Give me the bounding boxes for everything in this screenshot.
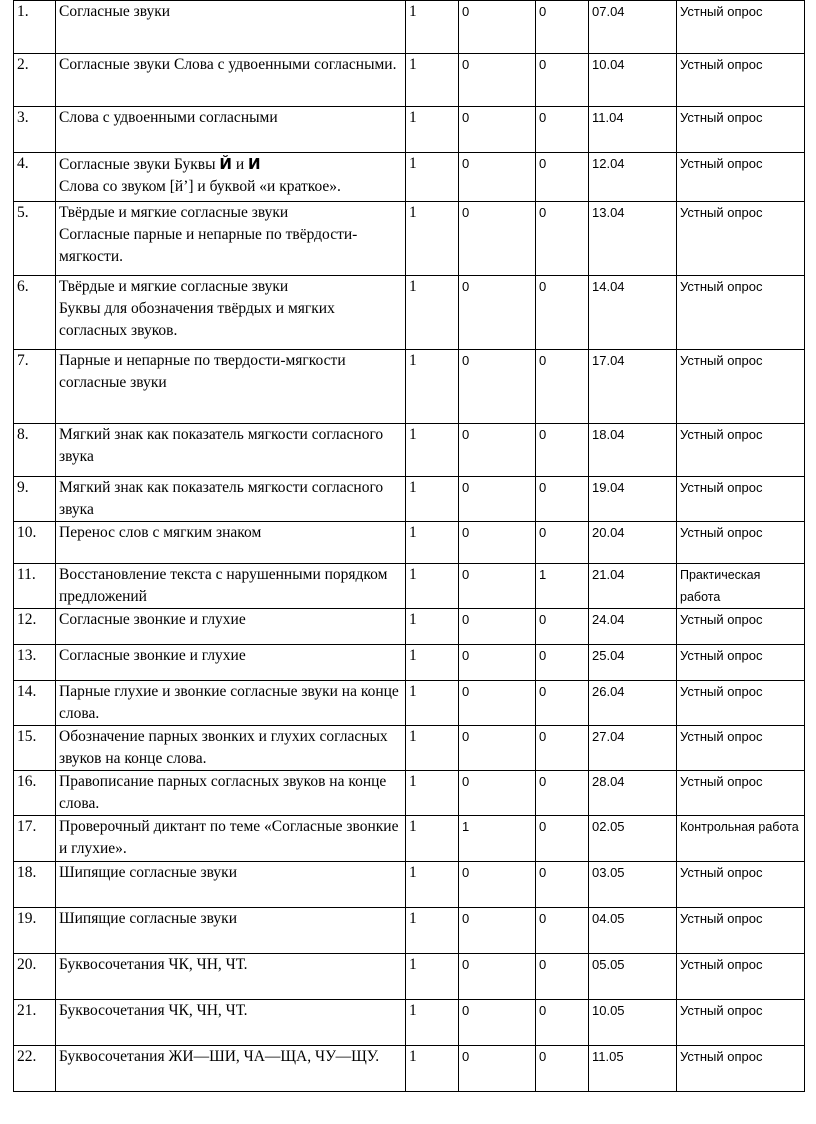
control-form: Устный опрос — [677, 54, 805, 107]
lesson-date: 11.04 — [589, 107, 677, 153]
topic-fragment: Согласные звуки Буквы — [59, 156, 220, 173]
lesson-date: 05.05 — [589, 954, 677, 1000]
hours-practice: 0 — [536, 424, 589, 477]
control-form: Устный опрос — [677, 954, 805, 1000]
lesson-number: 21. — [14, 1000, 56, 1046]
lesson-date: 17.04 — [589, 350, 677, 424]
lesson-number: 12. — [14, 609, 56, 645]
table-row — [14, 54, 805, 107]
lesson-number: 2. — [14, 54, 56, 107]
control-form: Устный опрос — [677, 202, 805, 276]
lesson-date: 20.04 — [589, 522, 677, 564]
table-row — [14, 1046, 805, 1092]
topic-line: Согласные звонкие и глухие — [59, 647, 246, 664]
table-row — [14, 350, 805, 424]
topic-fragment: Й — [219, 155, 232, 173]
table-row — [14, 564, 805, 609]
topic-line: Твёрдые и мягкие согласные звуки — [59, 204, 289, 221]
hours-total: 1 — [406, 107, 459, 153]
hours-total: 1 — [406, 477, 459, 522]
hours-total: 1 — [406, 1046, 459, 1092]
lesson-topic — [56, 771, 406, 816]
hours-total: 1 — [406, 609, 459, 645]
control-form: Устный опрос — [677, 350, 805, 424]
hours-total: 1 — [406, 1000, 459, 1046]
table-row — [14, 153, 805, 202]
lesson-number: 18. — [14, 862, 56, 908]
hours-control: 0 — [459, 1046, 536, 1092]
control-form: Контрольная работа — [677, 816, 805, 862]
topic-line: Парные и непарные по твердости-мягкости согласные звуки — [59, 352, 346, 391]
control-form: Устный опрос — [677, 276, 805, 350]
hours-total: 1 — [406, 726, 459, 771]
hours-practice: 0 — [536, 477, 589, 522]
topic-line: Слова с удвоенными согласными — [59, 109, 278, 126]
hours-control: 0 — [459, 726, 536, 771]
lesson-topic — [56, 107, 406, 153]
lesson-number: 6. — [14, 276, 56, 350]
hours-practice: 0 — [536, 202, 589, 276]
control-form: Устный опрос — [677, 645, 805, 681]
hours-control: 0 — [459, 54, 536, 107]
hours-practice: 0 — [536, 153, 589, 202]
hours-control: 0 — [459, 107, 536, 153]
table-row — [14, 681, 805, 726]
lesson-topic — [56, 202, 406, 276]
hours-practice: 0 — [536, 862, 589, 908]
control-form: Устный опрос — [677, 1000, 805, 1046]
lesson-topic — [56, 609, 406, 645]
hours-control: 0 — [459, 477, 536, 522]
hours-control: 0 — [459, 153, 536, 202]
control-form: Устный опрос — [677, 908, 805, 954]
hours-total: 1 — [406, 645, 459, 681]
hours-practice: 0 — [536, 1, 589, 54]
table-row — [14, 726, 805, 771]
hours-control: 0 — [459, 1000, 536, 1046]
table-row — [14, 862, 805, 908]
hours-control: 0 — [459, 771, 536, 816]
hours-total: 1 — [406, 681, 459, 726]
topic-line: Шипящие согласные звуки — [59, 910, 237, 927]
lesson-number: 19. — [14, 908, 56, 954]
topic-line: Мягкий знак как показатель мягкости согласного звука — [59, 426, 384, 465]
control-form: Устный опрос — [677, 1, 805, 54]
hours-practice: 0 — [536, 726, 589, 771]
lesson-date: 10.04 — [589, 54, 677, 107]
lesson-number: 15. — [14, 726, 56, 771]
topic-line: Проверочный диктант по теме «Согласные звонкие и глухие». — [59, 818, 399, 857]
hours-control: 0 — [459, 1, 536, 54]
hours-practice: 0 — [536, 522, 589, 564]
lesson-date: 14.04 — [589, 276, 677, 350]
table-row — [14, 1000, 805, 1046]
lesson-date: 24.04 — [589, 609, 677, 645]
lesson-date: 10.05 — [589, 1000, 677, 1046]
lesson-number: 14. — [14, 681, 56, 726]
topic-line: Твёрдые и мягкие согласные звуки — [59, 278, 289, 295]
lesson-topic — [56, 54, 406, 107]
lesson-number: 3. — [14, 107, 56, 153]
hours-practice: 0 — [536, 681, 589, 726]
lesson-date: 12.04 — [589, 153, 677, 202]
lesson-number: 9. — [14, 477, 56, 522]
topic-line: Согласные звуки — [59, 3, 171, 20]
topic-line: Парные глухие и звонкие согласные звуки на конце слова. — [59, 683, 399, 722]
hours-total: 1 — [406, 424, 459, 477]
table-row — [14, 424, 805, 477]
hours-practice: 0 — [536, 954, 589, 1000]
table-row — [14, 276, 805, 350]
topic-line: Восстановление текста с нарушенными порядком предложений — [59, 566, 388, 605]
lesson-topic — [56, 276, 406, 350]
lesson-date: 18.04 — [589, 424, 677, 477]
lesson-date: 13.04 — [589, 202, 677, 276]
topic-line: Согласные звонкие и глухие — [59, 611, 246, 628]
topic-fragment: И — [248, 155, 261, 173]
lesson-date: 21.04 — [589, 564, 677, 609]
hours-control: 0 — [459, 862, 536, 908]
topic-line: Буквосочетания ЖИ—ШИ, ЧА—ЩА, ЧУ—ЩУ. — [59, 1048, 380, 1065]
topic-line: Согласные парные и непарные по твёрдости-мягкости. — [59, 226, 358, 265]
lesson-number: 13. — [14, 645, 56, 681]
hours-control: 0 — [459, 522, 536, 564]
table-row — [14, 1, 805, 54]
control-form: Практическая работа — [677, 564, 805, 609]
hours-total: 1 — [406, 350, 459, 424]
topic-fragment: и — [231, 156, 248, 173]
control-form: Устный опрос — [677, 153, 805, 202]
control-form: Устный опрос — [677, 107, 805, 153]
hours-control: 0 — [459, 350, 536, 424]
lesson-date: 03.05 — [589, 862, 677, 908]
topic-line: Правописание парных согласных звуков на конце слова. — [59, 773, 387, 812]
hours-practice: 0 — [536, 350, 589, 424]
table-row — [14, 522, 805, 564]
lesson-topic — [56, 862, 406, 908]
hours-total: 1 — [406, 816, 459, 862]
hours-total: 1 — [406, 202, 459, 276]
lesson-topic — [56, 477, 406, 522]
lesson-number: 10. — [14, 522, 56, 564]
lesson-topic — [56, 1046, 406, 1092]
control-form: Устный опрос — [677, 726, 805, 771]
lesson-topic — [56, 726, 406, 771]
hours-control: 0 — [459, 681, 536, 726]
lesson-number: 20. — [14, 954, 56, 1000]
topic-line: Шипящие согласные звуки — [59, 864, 237, 881]
lesson-number: 22. — [14, 1046, 56, 1092]
lesson-topic — [56, 816, 406, 862]
topic-line: Мягкий знак как показатель мягкости согласного звука — [59, 479, 384, 518]
lesson-date: 26.04 — [589, 681, 677, 726]
hours-total: 1 — [406, 862, 459, 908]
hours-practice: 0 — [536, 1000, 589, 1046]
lesson-topic — [56, 1, 406, 54]
table-row — [14, 645, 805, 681]
table-row — [14, 477, 805, 522]
hours-total: 1 — [406, 276, 459, 350]
topic-line: Буквосочетания ЧК, ЧН, ЧТ. — [59, 1002, 248, 1019]
topic-line: Перенос слов с мягким знаком — [59, 524, 262, 541]
lesson-number: 17. — [14, 816, 56, 862]
hours-practice: 0 — [536, 645, 589, 681]
lesson-date: 04.05 — [589, 908, 677, 954]
lesson-topic — [56, 645, 406, 681]
topic-line: Слова со звуком [й’] и буквой «и краткое». — [59, 178, 341, 195]
topic-line: Обозначение парных звонких и глухих согласных звуков на конце слова. — [59, 728, 388, 767]
hours-total: 1 — [406, 771, 459, 816]
topic-line: Буквосочетания ЧК, ЧН, ЧТ. — [59, 956, 248, 973]
control-form: Устный опрос — [677, 1046, 805, 1092]
hours-control: 0 — [459, 645, 536, 681]
lesson-date: 07.04 — [589, 1, 677, 54]
control-form: Устный опрос — [677, 477, 805, 522]
topic-line: Буквы для обозначения твёрдых и мягких согласных звуков. — [59, 300, 335, 339]
hours-control: 1 — [459, 816, 536, 862]
lesson-date: 02.05 — [589, 816, 677, 862]
hours-control: 0 — [459, 276, 536, 350]
table-row — [14, 908, 805, 954]
lesson-number: 5. — [14, 202, 56, 276]
lesson-plan-table — [13, 0, 805, 1092]
lesson-date: 28.04 — [589, 771, 677, 816]
lesson-topic — [56, 954, 406, 1000]
lesson-topic — [56, 350, 406, 424]
lesson-topic — [56, 681, 406, 726]
hours-practice: 0 — [536, 816, 589, 862]
hours-total: 1 — [406, 54, 459, 107]
lesson-topic — [56, 153, 406, 202]
lesson-topic — [56, 424, 406, 477]
hours-practice: 0 — [536, 107, 589, 153]
control-form: Устный опрос — [677, 771, 805, 816]
hours-practice: 0 — [536, 771, 589, 816]
table-row — [14, 107, 805, 153]
hours-practice: 0 — [536, 276, 589, 350]
hours-total: 1 — [406, 954, 459, 1000]
hours-practice: 0 — [536, 609, 589, 645]
lesson-number: 1. — [14, 1, 56, 54]
hours-practice: 0 — [536, 1046, 589, 1092]
control-form: Устный опрос — [677, 424, 805, 477]
hours-control: 0 — [459, 424, 536, 477]
control-form: Устный опрос — [677, 862, 805, 908]
control-form: Устный опрос — [677, 681, 805, 726]
lesson-date: 11.05 — [589, 1046, 677, 1092]
control-form: Устный опрос — [677, 522, 805, 564]
hours-practice: 0 — [536, 54, 589, 107]
lesson-date: 25.04 — [589, 645, 677, 681]
lesson-topic — [56, 908, 406, 954]
hours-practice: 1 — [536, 564, 589, 609]
hours-total: 1 — [406, 522, 459, 564]
lesson-number: 4. — [14, 153, 56, 202]
hours-control: 0 — [459, 202, 536, 276]
topic-line — [59, 153, 405, 176]
table-row — [14, 954, 805, 1000]
control-form: Устный опрос — [677, 609, 805, 645]
hours-practice: 0 — [536, 908, 589, 954]
lesson-topic — [56, 564, 406, 609]
lesson-date: 27.04 — [589, 726, 677, 771]
hours-control: 0 — [459, 609, 536, 645]
hours-control: 0 — [459, 564, 536, 609]
topic-line: Согласные звуки Слова с удвоенными согласными. — [59, 56, 397, 73]
lesson-date: 19.04 — [589, 477, 677, 522]
hours-total: 1 — [406, 908, 459, 954]
lesson-topic — [56, 522, 406, 564]
hours-total: 1 — [406, 564, 459, 609]
hours-control: 0 — [459, 908, 536, 954]
lesson-number: 16. — [14, 771, 56, 816]
table-row — [14, 609, 805, 645]
lesson-number: 8. — [14, 424, 56, 477]
lesson-number: 11. — [14, 564, 56, 609]
lesson-topic — [56, 1000, 406, 1046]
table-row — [14, 771, 805, 816]
hours-control: 0 — [459, 954, 536, 1000]
lesson-number: 7. — [14, 350, 56, 424]
table-row — [14, 202, 805, 276]
hours-total: 1 — [406, 1, 459, 54]
hours-total: 1 — [406, 153, 459, 202]
table-row — [14, 816, 805, 862]
